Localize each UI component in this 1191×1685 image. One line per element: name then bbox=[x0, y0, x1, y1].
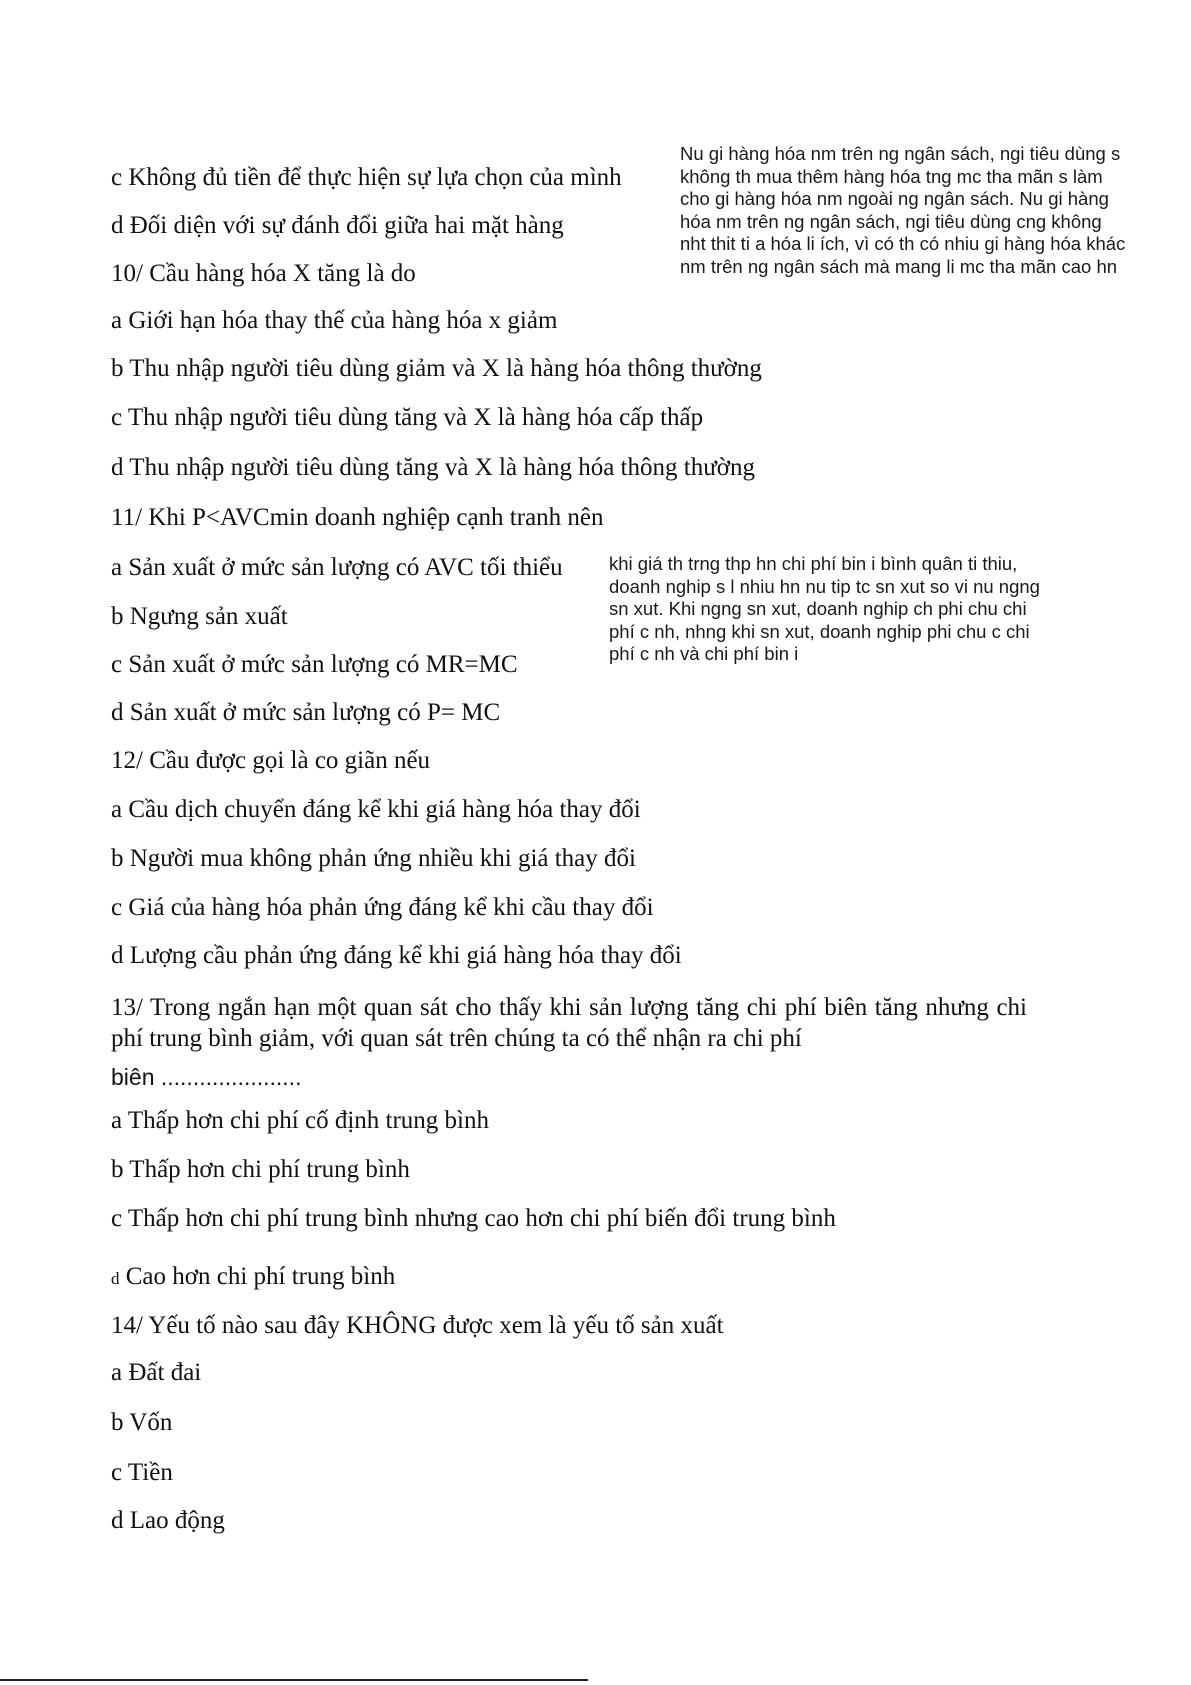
note-shutdown-line: phí c nh và chi phí bin i bbox=[609, 643, 799, 664]
q13-option-d bbox=[111, 1262, 395, 1294]
q11-option-d: d Sản xuất ở mức sản lượng có P= MC bbox=[111, 699, 501, 726]
q11-option-a: a Sản xuất ở mức sản lượng có AVC tối thiểu bbox=[111, 554, 563, 581]
q12-question: 12/ Cầu được gọi là co giãn nếu bbox=[111, 747, 431, 774]
note-budget-line-line: Nu gi hàng hóa nm trên ng ngân sách, ngi tiêu dùng s bbox=[680, 143, 1121, 164]
q13-option-d-text: Cao hơn chi phí trung bình bbox=[125, 1263, 396, 1290]
note-shutdown-line: doanh nghip s l nhiu hn nu tip tc sn xut so vi nu ngng bbox=[609, 575, 1040, 597]
note-shutdown bbox=[609, 553, 1109, 666]
q11-question: 11/ Khi P<AVCmin doanh nghiệp cạnh tranh nên bbox=[111, 504, 604, 531]
q13-option-b: b Thấp hơn chi phí trung bình bbox=[111, 1156, 410, 1183]
q13-option-a: a Thấp hơn chi phí cố định trung bình bbox=[111, 1107, 489, 1134]
note-shutdown-line: khi giá th trng thp hn chi phí bin i bình quân ti thiu, bbox=[609, 553, 1018, 574]
q14-option-a: a Đất đai bbox=[111, 1359, 202, 1386]
q12-option-c: c Giá của hàng hóa phản ứng đáng kể khi cầu thay đổi bbox=[111, 894, 654, 921]
q14-question: 14/ Yếu tố nào sau đây KHÔNG được xem là yếu tố sản xuất bbox=[111, 1312, 724, 1339]
q13-question-tail: biên ...................... bbox=[111, 1064, 302, 1090]
note-budget-line-line: cho gi hàng hóa nm ngoài ng ngân sách. Nu gi hàng bbox=[680, 188, 1109, 209]
q10-option-d: d Thu nhập người tiêu dùng tăng và X là hàng hóa thông thường bbox=[111, 454, 755, 481]
note-budget-line-line: nm trên ng ngân sách mà mang li mc tha mãn cao hn bbox=[680, 255, 1118, 277]
note-shutdown-line: sn xut. Khi ngng sn xut, doanh nghip ch phi chu chi bbox=[609, 598, 1027, 619]
note-budget-line-line: hóa nm trên ng ngân sách, ngi tiêu dùng cng không bbox=[680, 210, 1102, 232]
q10-option-b: b Thu nhập người tiêu dùng giảm và X là hàng hóa thông thường bbox=[111, 355, 762, 382]
page-bottom-rule bbox=[0, 1679, 588, 1681]
q9-option-d: d Đối diện với sự đánh đổi giữa hai mặt hàng bbox=[111, 212, 564, 239]
q12-option-b: b Người mua không phản ứng nhiều khi giá thay đổi bbox=[111, 845, 636, 872]
note-budget-line bbox=[680, 143, 1180, 278]
q13-option-d-label: d bbox=[111, 1269, 120, 1288]
q10-question: 10/ Cầu hàng hóa X tăng là do bbox=[111, 260, 416, 287]
note-budget-line-line: không th mua thêm hàng hóa tng mc tha mãn s làm bbox=[680, 165, 1103, 187]
q12-option-a: a Cầu dịch chuyển đáng kể khi giá hàng hóa thay đổi bbox=[111, 796, 641, 823]
q13-option-c: c Thấp hơn chi phí trung bình nhưng cao hơn chi phí biến đổi trung bình bbox=[111, 1205, 836, 1232]
q14-option-d: d Lao động bbox=[111, 1507, 225, 1534]
q9-option-c: c Không đủ tiền để thực hiện sự lựa chọn của mình bbox=[111, 164, 622, 191]
q14-option-b: b Vốn bbox=[111, 1409, 173, 1436]
note-budget-line-line: nht thit ti a hóa li ích, vì có th có nhiu gi hàng hóa khác bbox=[680, 233, 1126, 254]
q14-option-c: c Tiền bbox=[111, 1459, 173, 1486]
q10-option-a: a Giới hạn hóa thay thế của hàng hóa x giảm bbox=[111, 307, 558, 334]
note-shutdown-line: phí c nh, nhng khi sn xut, doanh nghip phi chu c chi bbox=[609, 620, 1030, 642]
q13-question: 13/ Trong ngắn hạn một quan sát cho thấy khi sản lượng tăng chi phí biên tăng nhưng chi phí trung bình giảm, với quan sát trên chúng ta có thể nhận ra chi phí bbox=[111, 994, 1027, 1052]
q11-option-c: c Sản xuất ở mức sản lượng có MR=MC bbox=[111, 651, 518, 678]
q12-option-d: d Lượng cầu phản ứng đáng kể khi giá hàng hóa thay đổi bbox=[111, 942, 682, 969]
q11-option-b: b Ngưng sản xuất bbox=[111, 603, 288, 630]
q10-option-c: c Thu nhập người tiêu dùng tăng và X là hàng hóa cấp thấp bbox=[111, 404, 704, 431]
